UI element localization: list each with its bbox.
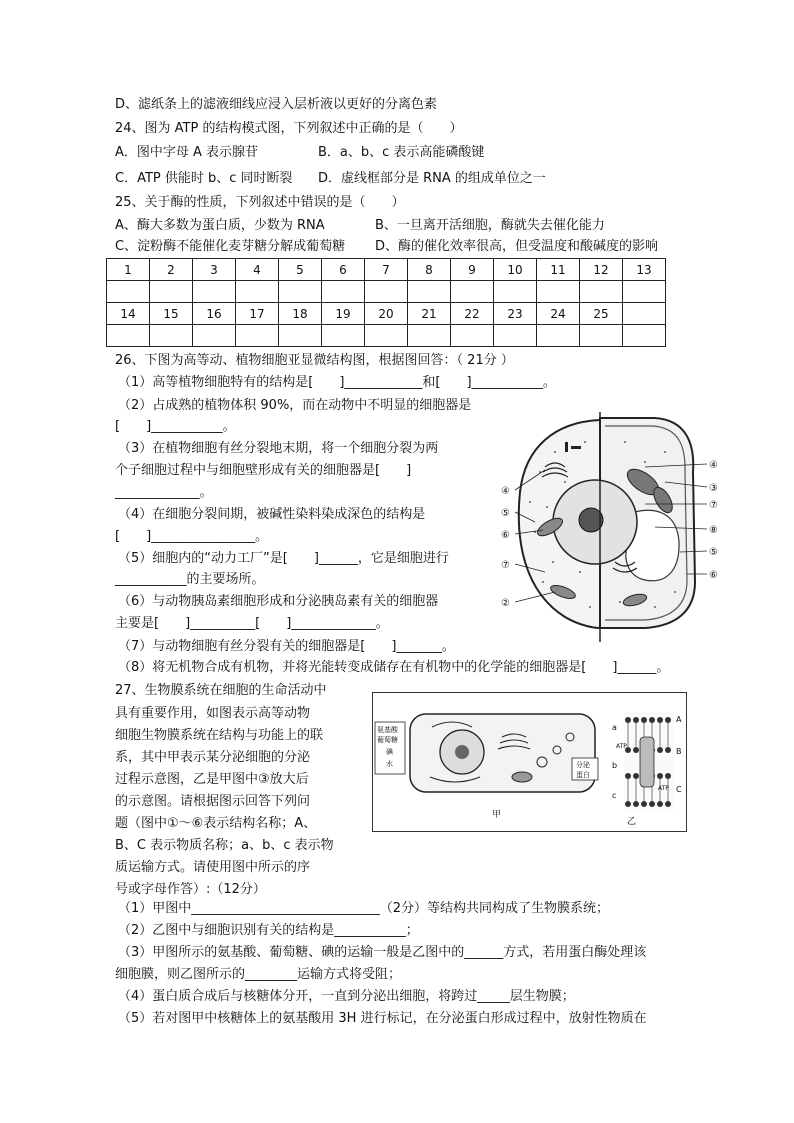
answer-number-cell: 19 <box>322 303 365 325</box>
q26-part-5b: ___________的主要场所。 <box>115 572 265 587</box>
figure-label: ⑥ <box>501 530 510 541</box>
answer-number-cell <box>623 303 666 325</box>
answer-number-cell: 4 <box>236 259 279 281</box>
answer-blank-cell[interactable] <box>580 281 623 303</box>
answer-blank-cell[interactable] <box>279 325 322 347</box>
centriole <box>571 446 581 449</box>
answer-blank-row-2 <box>107 325 666 347</box>
q27-line-9: 质运输方式。请使用图中所示的序 <box>115 860 311 875</box>
q27-line-1: 27、生物膜系统在细胞的生命活动中 <box>115 683 327 698</box>
secretory-cell <box>410 714 595 792</box>
answer-blank-cell[interactable] <box>408 325 451 347</box>
answer-number-cell: 5 <box>279 259 322 281</box>
answer-blank-cell[interactable] <box>236 325 279 347</box>
answer-blank-cell[interactable] <box>193 325 236 347</box>
answer-blank-cell[interactable] <box>365 281 408 303</box>
q26-stem: 26、下图为高等动、植物细胞亚显微结构图，根据图回答：（ 21分 ） <box>115 353 514 368</box>
q26-part-3a: （3）在植物细胞有丝分裂地末期，将一个细胞分裂为两 <box>118 441 439 456</box>
q27-line-10: 号或字母作答）:（12分） <box>115 882 266 897</box>
q26-part-2a: （2）占成熟的植物体积 90%，而在动物中不明显的细胞器是 <box>118 398 472 413</box>
membrane-diagram-svg <box>372 692 687 832</box>
q27-line-8: B、C 表示物质名称；a、b、c 表示物 <box>115 838 334 853</box>
q25-option-a: A、酶大多数为蛋白质，少数为 RNA <box>115 218 325 233</box>
q25-option-d: D、酶的催化效率很高，但受温度和酸碱度的影响 <box>375 239 659 254</box>
figure-label: ④ <box>709 460 718 471</box>
answer-number-cell: 17 <box>236 303 279 325</box>
label-yi: 乙 <box>627 817 637 827</box>
q27-part-3a: （3）甲图所示的氨基酸、葡萄糖、碘的运输一般是乙图中的______方式，若用蛋白酶处理该 <box>118 945 647 960</box>
answer-blank-cell[interactable] <box>236 281 279 303</box>
answer-number-cell: 18 <box>279 303 322 325</box>
answer-table-header-row-1 <box>107 259 666 281</box>
answer-blank-cell[interactable] <box>150 325 193 347</box>
cell-nucleolus <box>455 745 469 759</box>
answer-number-cell: 11 <box>537 259 580 281</box>
substance-letter: A <box>676 715 682 724</box>
answer-number-cell: 1 <box>107 259 150 281</box>
secreted-label: 蛋白 <box>576 771 590 779</box>
side-label: 水 <box>386 760 393 768</box>
cell-structure-figure <box>495 412 727 642</box>
q24-option-d: D．虚线框部分是 RNA 的组成单位之一 <box>318 171 546 186</box>
figure-label: ③ <box>709 483 718 494</box>
side-label: 葡萄糖 <box>377 736 398 744</box>
answer-number-cell: 16 <box>193 303 236 325</box>
answer-number-cell: 10 <box>494 259 537 281</box>
q27-part-2: （2）乙图中与细胞识别有关的结构是___________； <box>118 923 419 938</box>
figure-label: ⑤ <box>501 508 510 519</box>
q26-part-1: （1）高等植物细胞特有的结构是[ ]____________和[ ]___________。 <box>118 375 557 390</box>
answer-blank-row-1 <box>107 281 666 303</box>
q27-line-3: 细胞生物膜系统在结构与功能上的联 <box>115 728 324 743</box>
centriole <box>565 442 568 452</box>
q24-option-b: B．a、b、c 表示高能磷酸键 <box>318 145 485 160</box>
q27-line-7: 题（图中①～⑥表示结构名称；A、 <box>115 816 317 831</box>
q27-line-2: 具有重要作用，如图表示高等动物 <box>115 706 311 721</box>
membrane-system-figure <box>372 692 687 832</box>
q26-part-3c: _____________。 <box>115 485 213 500</box>
answer-blank-cell[interactable] <box>322 325 365 347</box>
answer-number-cell: 9 <box>451 259 494 281</box>
label-jia: 甲 <box>492 810 502 820</box>
q26-part-6b: 主要是[ ]__________[ ]_____________。 <box>115 616 389 631</box>
q26-part-8: （8）将无机物合成有机物，并将光能转变成储存在有机物中的化学能的细胞器是[ ]______。 <box>118 660 670 675</box>
q27-line-5: 过程示意图，乙是甲图中③放大后 <box>115 772 309 787</box>
q27-part-1: （1）甲图中_____________________________（2分）等结构共同构成了生物膜系统； <box>118 901 610 916</box>
answer-blank-cell[interactable] <box>408 281 451 303</box>
figure-label: ⑧ <box>709 525 718 536</box>
q27-line-4: 系，其中甲表示某分泌细胞的分泌 <box>115 750 311 765</box>
answer-blank-cell[interactable] <box>580 325 623 347</box>
answer-blank-cell[interactable] <box>365 325 408 347</box>
answer-blank-cell[interactable] <box>494 281 537 303</box>
answer-number-cell: 12 <box>580 259 623 281</box>
q23-option-d: D、滤纸条上的滤液细线应浸入层析液以更好的分离色素 <box>115 97 438 112</box>
q24-option-a: A．图中字母 A 表示腺苷 <box>115 145 259 160</box>
figure-label: ⑤ <box>709 547 718 558</box>
answer-number-cell: 20 <box>365 303 408 325</box>
q27-line-6: 的示意图。请根据图示回答下列问 <box>115 794 311 809</box>
answer-number-cell: 25 <box>580 303 623 325</box>
cell-diagram-svg <box>495 412 727 642</box>
q26-part-3b: 个子细胞过程中与细胞壁形成有关的细胞器是[ ] <box>115 463 412 478</box>
answer-number-cell: 23 <box>494 303 537 325</box>
transport-letter: a <box>612 723 617 732</box>
answer-number-cell: 14 <box>107 303 150 325</box>
q25-option-b: B、一旦离开活细胞，酶就失去催化能力 <box>375 218 605 233</box>
answer-number-cell: 13 <box>623 259 666 281</box>
answer-blank-cell[interactable] <box>279 281 322 303</box>
answer-blank-cell[interactable] <box>451 325 494 347</box>
figure-label: ⑦ <box>501 560 510 571</box>
figure-label: ② <box>501 598 510 609</box>
answer-blank-cell[interactable] <box>623 281 666 303</box>
channel-protein <box>640 737 654 787</box>
q26-part-6a: （6）与动物胰岛素细胞形成和分泌胰岛素有关的细胞器 <box>118 594 439 609</box>
q26-part-4a: （4）在细胞分裂间期，被碱性染料染成深色的结构是 <box>118 507 426 522</box>
answer-blank-cell[interactable] <box>451 281 494 303</box>
substance-letter: C <box>676 785 682 794</box>
answer-number-cell: 22 <box>451 303 494 325</box>
answer-table-header-row-2 <box>107 303 666 325</box>
answer-number-cell: 15 <box>150 303 193 325</box>
figure-label: ④ <box>501 486 510 497</box>
answer-blank-cell[interactable] <box>537 281 580 303</box>
atp-label: ATP <box>616 743 627 750</box>
secreted-label: 分泌 <box>576 761 590 769</box>
answer-blank-cell[interactable] <box>107 281 150 303</box>
side-label: 氨基酸 <box>377 726 398 734</box>
answer-blank-cell[interactable] <box>623 325 666 347</box>
q27-part-3b: 细胞膜，则乙图所示的________运输方式将受阻； <box>115 967 402 982</box>
figure-label: ⑦ <box>709 500 718 511</box>
side-label: 碘 <box>386 748 393 756</box>
lipid-bilayer <box>624 712 674 812</box>
q27-part-4: （4）蛋白质合成后与核糖体分开，一直到分泌出细胞，将跨过_____层生物膜； <box>118 989 575 1004</box>
answer-blank-cell[interactable] <box>193 281 236 303</box>
answer-blank-cell[interactable] <box>322 281 365 303</box>
answer-number-cell: 21 <box>408 303 451 325</box>
mitochondrion <box>512 772 532 782</box>
q26-part-4b: [ ]________________。 <box>115 529 269 544</box>
q24-option-c: C．ATP 供能时 b、c 同时断裂 <box>115 171 293 186</box>
answer-number-cell: 8 <box>408 259 451 281</box>
q25-option-c: C、淀粉酶不能催化麦芽糖分解成葡萄糖 <box>115 239 346 254</box>
transport-letter: b <box>612 761 618 770</box>
q25-stem: 25、关于酶的性质，下列叙述中错误的是（ ） <box>115 195 405 210</box>
answer-blank-cell[interactable] <box>107 325 150 347</box>
substance-letter: B <box>676 747 682 756</box>
q26-part-2b: [ ]___________。 <box>115 419 236 434</box>
transport-letter: c <box>612 791 617 800</box>
answer-table <box>106 258 666 347</box>
figure-label: ⑥ <box>709 570 718 581</box>
answer-number-cell: 24 <box>537 303 580 325</box>
q26-part-7: （7）与动物细胞有丝分裂有关的细胞器是[ ]_______。 <box>118 639 455 654</box>
atp-label: ATP <box>658 785 669 792</box>
q26-part-5a: （5）细胞内的“动力工厂”是[ ]______，它是细胞进行 <box>118 551 449 566</box>
answer-blank-cell[interactable] <box>537 325 580 347</box>
answer-blank-cell[interactable] <box>150 281 193 303</box>
answer-number-cell: 6 <box>322 259 365 281</box>
answer-blank-cell[interactable] <box>494 325 537 347</box>
answer-number-cell: 3 <box>193 259 236 281</box>
answer-number-cell: 2 <box>150 259 193 281</box>
answer-number-cell: 7 <box>365 259 408 281</box>
q24-stem: 24、图为 ATP 的结构模式图，下列叙述中正确的是（ ） <box>115 121 463 136</box>
q27-part-5: （5）若对图甲中核糖体上的氨基酸用 3H 进行标记，在分泌蛋白形成过程中，放射性物质在 <box>118 1011 647 1026</box>
